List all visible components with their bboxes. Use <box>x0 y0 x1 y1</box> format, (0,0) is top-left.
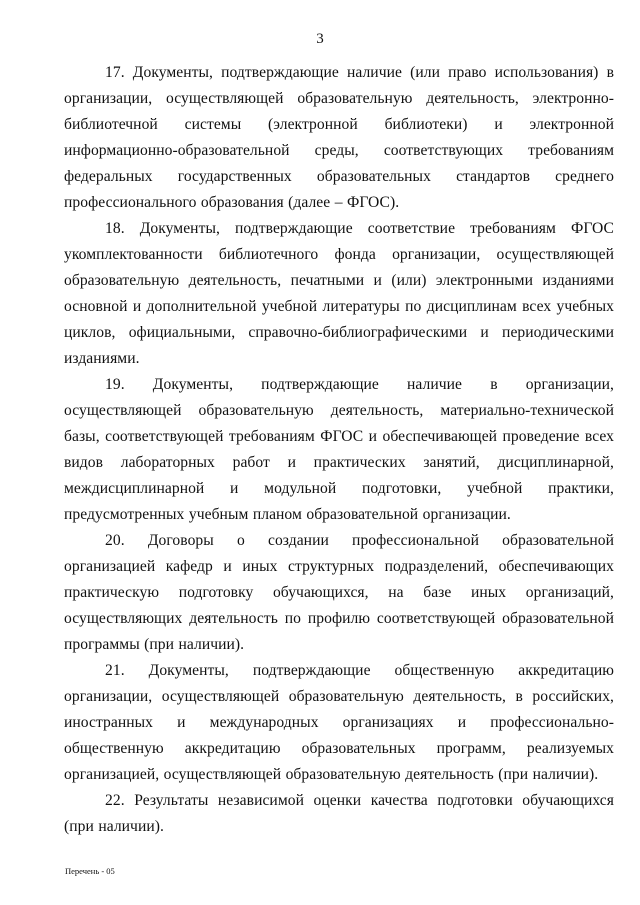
paragraph-item-19: 19. Документы, подтверждающие наличие в организации, осуществляющей образовательную деятельность, материально-технической базы, соответствующей требованиям ФГОС и обеспечивающей проведение всех видов лабораторных работ и практических занятий, дисциплинарной, междисциплинарной и модульной подготовки, учебной практики, предусмотренных учебным планом образовательной организации. <box>64 376 614 523</box>
paragraph-item-22: 22. Результаты независимой оценки качества подготовки обучающихся (при наличии). <box>64 792 614 835</box>
paragraph-item-18: 18. Документы, подтверждающие соответствие требованиям ФГОС укомплектованности библиотечного фонда организации, осуществляющей образовательную деятельность, печатными и (или) электронными изданиями основной и дополнительной учебной литературы по дисциплинам всех учебных циклов, официальными, справочно-библиографическими и периодическими изданиями. <box>64 220 614 367</box>
page-number: 3 <box>316 31 324 47</box>
paragraph-item-21: 21. Документы, подтверждающие общественную аккредитацию организации, осуществляющей образовательную деятельность, в российских, иностранных и международных организациях и профессионально-общественную аккредитацию образовательных программ, реализуемых организацией, осуществляющей образовательную деятельность (при наличии). <box>64 662 614 783</box>
paragraph-item-20: 20. Договоры о создании профессиональной образовательной организацией кафедр и иных структурных подразделений, обеспечивающих практическую подготовку обучающихся, на базе иных организаций, осуществляющих деятельность по профилю соответствующей образовательной программы (при наличии). <box>64 532 614 653</box>
document-body <box>64 60 614 840</box>
paragraph-item-17: 17. Документы, подтверждающие наличие (или право использования) в организации, осуществляющей образовательную деятельность, электронно-библиотечной системы (электронной библиотеки) и электронной информационно-образовательной среды, соответствующих требованиям федеральных государственных образовательных стандартов среднего профессионального образования (далее – ФГОС). <box>64 64 614 211</box>
page-footer: Перечень - 05 <box>65 866 115 876</box>
